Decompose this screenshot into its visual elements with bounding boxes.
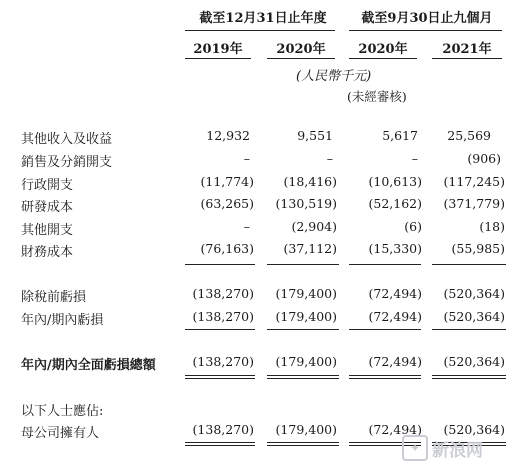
value-cell: (520,364) bbox=[443, 422, 505, 437]
value-cell: 5,617 bbox=[382, 128, 418, 143]
total-rule bbox=[185, 378, 255, 379]
subtotal-rule bbox=[267, 329, 339, 330]
subtotal-rule bbox=[185, 264, 255, 265]
row-label-attributable-to: 以下人士應佔: bbox=[21, 404, 104, 419]
value-cell: 9,551 bbox=[297, 128, 333, 143]
value-cell: (2,904) bbox=[291, 219, 337, 234]
row-label-loss-for-period: 年內/期內虧損 bbox=[21, 313, 104, 328]
value-cell: (18) bbox=[479, 219, 505, 234]
year-header-2020: 2020年 bbox=[276, 42, 326, 57]
swan-logo-icon: ✦ bbox=[402, 435, 428, 461]
subtotal-rule bbox=[267, 264, 339, 265]
watermark-text: 新浪网 bbox=[432, 440, 483, 461]
value-cell: (63,265) bbox=[200, 196, 254, 211]
value-cell: (138,270) bbox=[192, 354, 254, 369]
subtotal-rule bbox=[432, 329, 506, 330]
value-cell: (72,494) bbox=[368, 309, 422, 324]
year-rule bbox=[185, 58, 251, 59]
total-rule bbox=[349, 375, 421, 376]
total-rule bbox=[267, 375, 339, 376]
unaudited-note: (未經審核) bbox=[347, 89, 407, 104]
unit-note: (人民幣千元) bbox=[296, 69, 372, 84]
subtotal-rule bbox=[432, 264, 506, 265]
value-cell: (179,400) bbox=[275, 422, 337, 437]
value-cell: (179,400) bbox=[275, 286, 337, 301]
value-cell: (520,364) bbox=[443, 286, 505, 301]
value-cell: (520,364) bbox=[443, 354, 505, 369]
value-cell: (76,163) bbox=[200, 241, 254, 256]
value-cell: (179,400) bbox=[275, 309, 337, 324]
total-rule bbox=[349, 378, 421, 379]
final-double-rule bbox=[267, 445, 339, 446]
year-header-2020-nine-months: 2020年 bbox=[358, 42, 408, 57]
final-double-rule bbox=[185, 442, 255, 443]
value-cell: – bbox=[243, 219, 250, 234]
value-cell: (18,416) bbox=[283, 174, 337, 189]
total-rule bbox=[185, 375, 255, 376]
year-header-2021: 2021年 bbox=[442, 42, 492, 57]
row-label-loss-before-tax: 除稅前虧損 bbox=[21, 290, 87, 305]
year-header-2019: 2019年 bbox=[193, 42, 243, 57]
value-cell: (520,364) bbox=[443, 309, 505, 324]
header-group-nine-rule bbox=[349, 30, 502, 31]
row-label-total-comprehensive-loss: 年內/期內全面虧損總額 bbox=[21, 358, 156, 373]
value-cell: (15,330) bbox=[368, 241, 422, 256]
row-label-finance-costs: 財務成本 bbox=[21, 245, 74, 260]
header-group-year-rule bbox=[185, 30, 335, 31]
year-rule bbox=[349, 58, 417, 59]
subtotal-rule bbox=[349, 329, 421, 330]
value-cell: – bbox=[243, 151, 250, 166]
row-label-selling-expenses: 銷售及分銷開支 bbox=[21, 155, 113, 170]
value-cell: (10,613) bbox=[368, 174, 422, 189]
value-cell: 25,569 bbox=[447, 128, 491, 143]
total-rule bbox=[432, 375, 506, 376]
value-cell: – bbox=[411, 151, 418, 166]
value-cell: (72,494) bbox=[368, 422, 422, 437]
value-cell: (117,245) bbox=[443, 174, 505, 189]
row-label-rnd-costs: 研發成本 bbox=[21, 200, 74, 215]
value-cell: (138,270) bbox=[192, 286, 254, 301]
year-rule bbox=[432, 58, 502, 59]
row-label-other-expenses: 其他開支 bbox=[21, 223, 74, 238]
total-rule bbox=[432, 378, 506, 379]
value-cell: (72,494) bbox=[368, 286, 422, 301]
value-cell: (37,112) bbox=[283, 241, 337, 256]
row-label-admin-expenses: 行政開支 bbox=[21, 178, 74, 193]
value-cell: (6) bbox=[404, 219, 422, 234]
value-cell: (72,494) bbox=[368, 354, 422, 369]
value-cell: – bbox=[326, 151, 333, 166]
subtotal-rule bbox=[349, 264, 421, 265]
total-rule bbox=[267, 378, 339, 379]
final-double-rule bbox=[267, 442, 339, 443]
value-cell: (11,774) bbox=[200, 174, 254, 189]
row-label-other-income: 其他收入及收益 bbox=[21, 132, 113, 147]
value-cell: 12,932 bbox=[206, 128, 250, 143]
watermark bbox=[402, 434, 508, 462]
header-group-nine-months: 截至9月30日止九個月 bbox=[361, 11, 493, 26]
value-cell: (179,400) bbox=[275, 354, 337, 369]
value-cell: (906) bbox=[467, 151, 501, 166]
value-cell: (371,779) bbox=[443, 196, 505, 211]
value-cell: (55,985) bbox=[451, 241, 505, 256]
subtotal-rule bbox=[185, 329, 255, 330]
value-cell: (138,270) bbox=[192, 309, 254, 324]
row-label-owners-of-parent: 母公司擁有人 bbox=[21, 426, 100, 441]
value-cell: (130,519) bbox=[275, 196, 337, 211]
final-double-rule bbox=[185, 445, 255, 446]
year-rule bbox=[267, 58, 335, 59]
value-cell: (52,162) bbox=[368, 196, 422, 211]
header-group-year: 截至12月31日止年度 bbox=[199, 11, 327, 26]
value-cell: (138,270) bbox=[192, 422, 254, 437]
